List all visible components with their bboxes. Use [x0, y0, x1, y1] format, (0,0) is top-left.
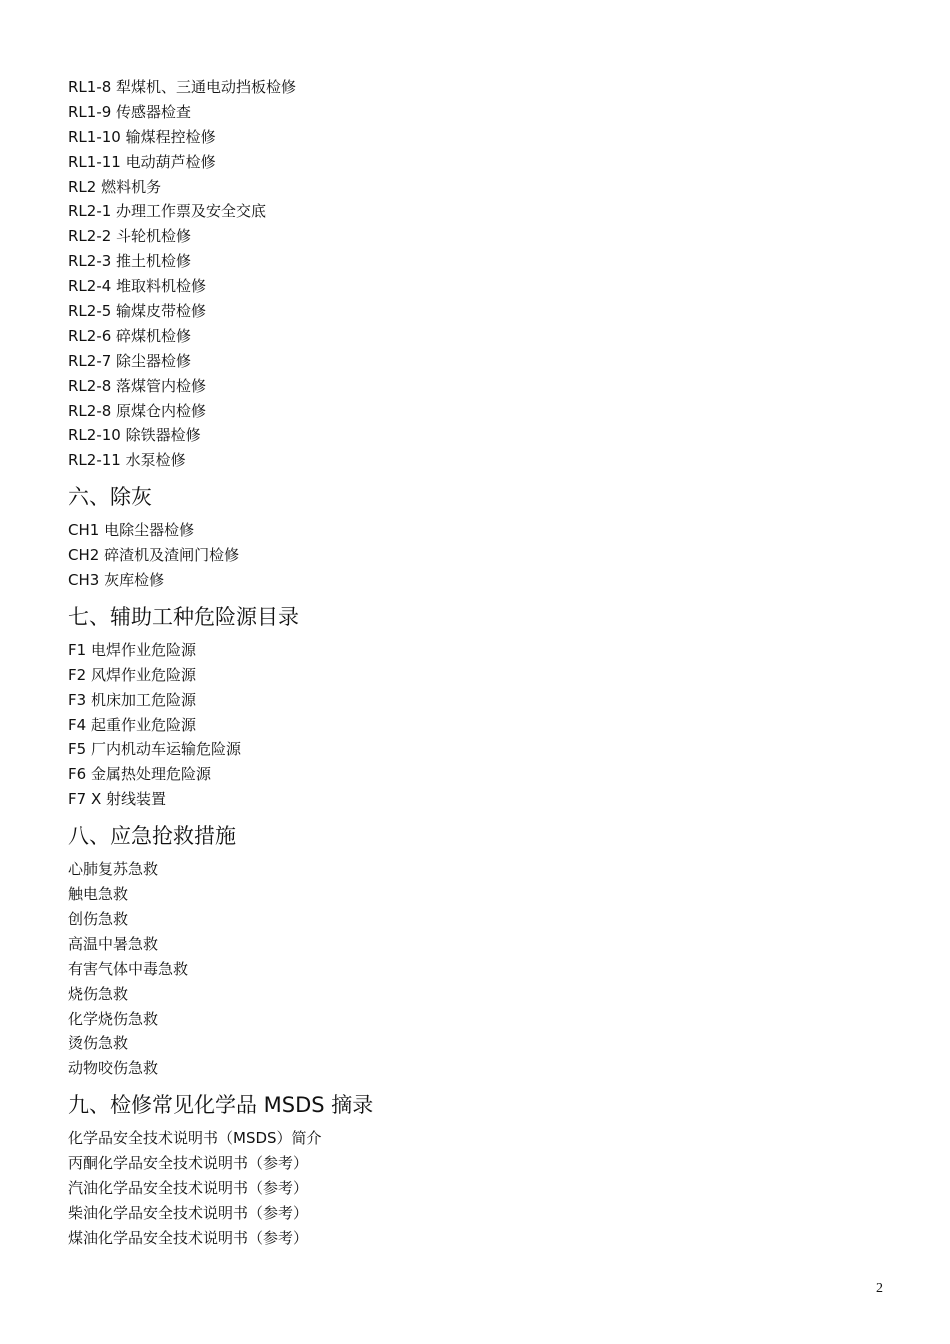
section-heading-msds: 九、检修常见化学品 MSDS 摘录: [68, 1093, 374, 1118]
list-item: RL2-3 推土机检修: [68, 252, 192, 271]
list-item: RL2-10 除铁器检修: [68, 426, 201, 445]
list-item: F7 X 射线装置: [68, 790, 166, 809]
list-item: 动物咬伤急救: [68, 1059, 159, 1078]
list-item: RL2 燃料机务: [68, 177, 162, 196]
list-item: 心肺复苏急救: [68, 860, 159, 879]
list-item: RL1-8 犁煤机、三通电动挡板检修: [68, 78, 297, 96]
section-heading-auxiliary-hazards: 七、辅助工种危险源目录: [68, 604, 299, 629]
list-item: 有害气体中毒急救: [68, 959, 189, 978]
list-item: CH3 灰库检修: [68, 571, 165, 590]
list-item: 烫伤急救: [68, 1034, 129, 1053]
list-item: RL1-9 传感器检查: [68, 102, 192, 121]
list-item: RL2-5 输煤皮带检修: [68, 302, 207, 321]
document-page: [68, 75, 888, 1251]
list-item: RL2-8 落煤管内检修: [68, 376, 207, 395]
list-item: 汽油化学品安全技术说明书（参考）: [68, 1178, 309, 1197]
list-item: 柴油化学品安全技术说明书（参考）: [68, 1203, 309, 1222]
list-item: F2 风焊作业危险源: [68, 665, 196, 684]
section-heading-emergency-rescue: 八、应急抢救措施: [68, 824, 236, 849]
page-number: 2: [876, 1281, 883, 1296]
list-item: F3 机床加工危险源: [68, 690, 196, 709]
list-item: RL2-6 碎煤机检修: [68, 326, 192, 345]
list-item: 煤油化学品安全技术说明书（参考）: [68, 1228, 309, 1247]
list-msds: [68, 1126, 888, 1250]
list-item: RL2-4 堆取料机检修: [68, 277, 207, 296]
list-item: RL2-2 斗轮机检修: [68, 227, 192, 246]
list-item: F4 起重作业危险源: [68, 715, 196, 734]
list-item: RL2-11 水泵检修: [68, 451, 186, 470]
list-item: RL1-10 输煤程控检修: [68, 127, 216, 146]
list-item: F5 厂内机动车运输危险源: [68, 740, 241, 759]
list-item: F6 金属热处理危险源: [68, 765, 211, 784]
list-item: CH1 电除尘器检修: [68, 521, 195, 540]
list-emergency-rescue: [68, 857, 888, 1081]
list-item: 化学烧伤急救: [68, 1009, 159, 1028]
list-item: RL1-11 电动葫芦检修: [68, 152, 216, 171]
list-item: CH2 碎渣机及渣闸门检修: [68, 546, 240, 565]
list-ash-removal: [68, 518, 888, 593]
list-item: 化学品安全技术说明书（MSDS）简介: [68, 1129, 322, 1148]
list-auxiliary-hazards: [68, 638, 888, 812]
list-item: RL2-1 办理工作票及安全交底: [68, 202, 267, 221]
list-item: RL2-8 原煤仓内检修: [68, 401, 207, 420]
list-top: [68, 75, 888, 473]
section-heading-ash-removal: 六、除灰: [68, 485, 152, 510]
list-item: 触电急救: [68, 885, 129, 904]
list-item: 烧伤急救: [68, 984, 129, 1003]
list-item: 丙酮化学品安全技术说明书（参考）: [68, 1154, 309, 1173]
list-item: RL2-7 除尘器检修: [68, 351, 192, 370]
list-item: 高温中暑急救: [68, 934, 159, 953]
list-item: 创伤急救: [68, 909, 129, 928]
list-item: F1 电焊作业危险源: [68, 640, 196, 659]
